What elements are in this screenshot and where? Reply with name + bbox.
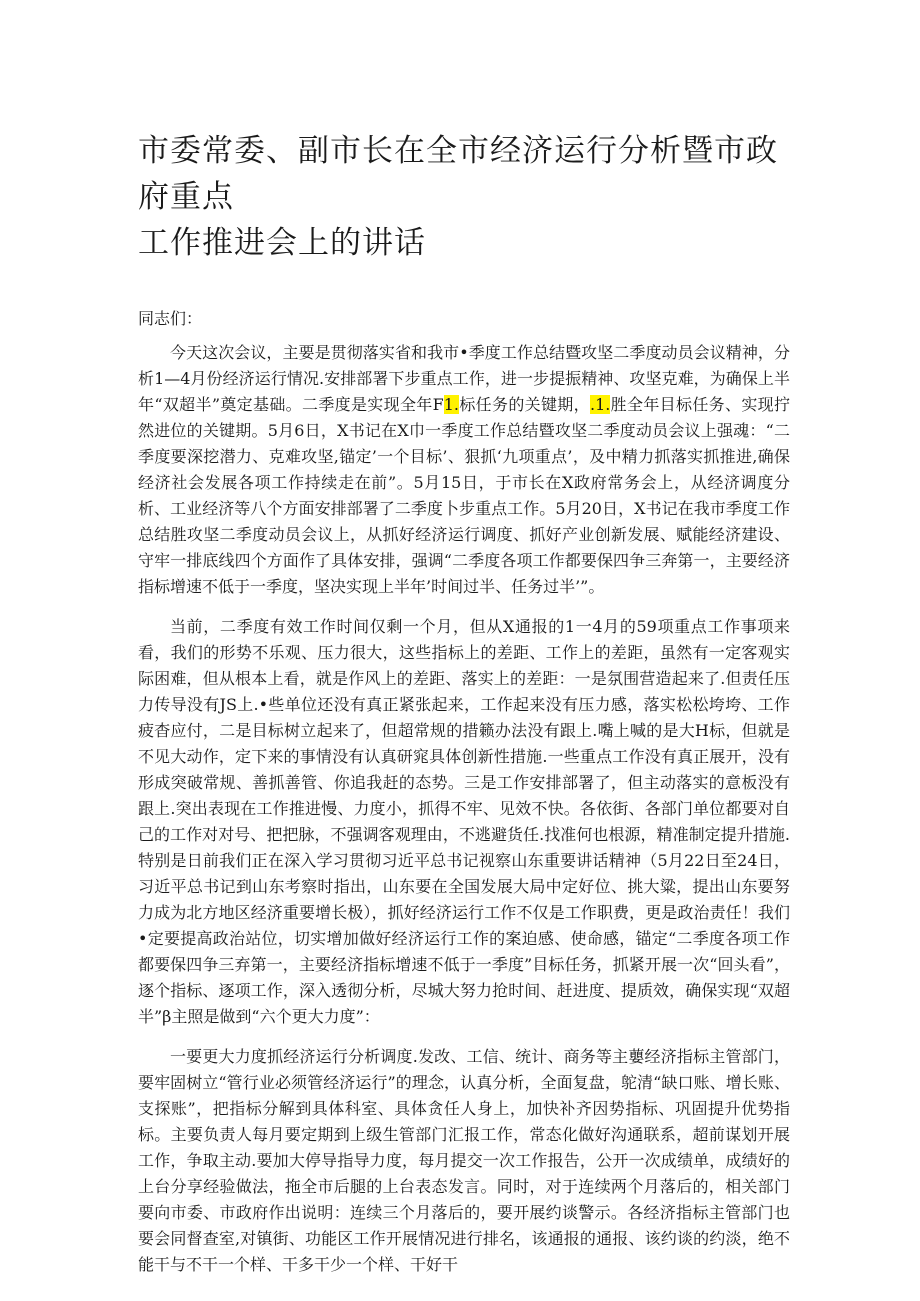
paragraph-2: 当前，二季度有效工作时间仅剩一个月，但从X通报的1一4月的59项重点工作事项来看，我们的形势不乐观、压力很大，这些指标上的差距、工作上的差距，虽然有一定客观实际困难，但从根本上看，就是作风上的差距、落实上的差距：一是氛围营造起来了.但责任压力传导没有JS上.•些单位还没有真正紧张起来，工作起来没有压力感，落实松松垮垮、工作疲杳应付，二是目标树立起来了，但超常规的措籁办法没有跟上.嘴上喊的是大H标，但就是不见大动作，定下来的事情没有认真研窕具体创新性措施.一些重点工作没有真正展开，没有形成突破常规、善抓善管、你追我赶的态势。三是工作安排部署了，但主动落实的意板没有跟上.突出表现在工作推进慢、力度小，抓得不牢、见效不快。各依街、各部门单位都要对自己的工作对对号、把把脉，不强调客观理由，不逃避货任.找准何也根源，精准制定提升措施.特别是日前我们正在深入学习贯彻习近平总书记视察山东重要讲话精神（5月22日至24日，习近平总书记到山东考察时指出，山东要在全国发展大局中定好位、挑大粱，提出山东要努力成为北方地区经济重要增长极），抓好经济运行工作不仅是工作职费，更是政治责任！我们•定要提高政治站位，切实增加做好经济运行工作的案迫感、使命感，锚定“二季度各项工作都要保四争三弃第一，主要经济指标增速不低于一季度”目标任务，抓紧开展一次“回头看”，逐个指标、逐项工作，深入透彻分析，尽城大努力抢时间、赶进度、提质效，确保实现“双超半”β主照是做到“六个更大力度”： [138,617,790,1026]
highlight-mark-2: .1. [589,395,611,414]
title-line-1: 市委常委、副市长在全市经济运行分析暨市政府重点 [138,133,778,215]
paragraph-1-mid: 标任务的关键期， [459,395,590,414]
paragraph-1 [138,340,790,600]
paragraph-3: 一要更大力度抓经济运行分析调度.发改、工信、统计、商务等主蘡经济指标主管部门，要牢固树立“管行业必须管经济运行”的理念，认真分析，全面复盘，鸵清“缺口账、增长账、支探账”，把指标分解到具体科室、具体贪任人身上，加快补齐因势指标、巩固提升优势指标。主要负责人每月要定期到上级生管部门汇报工作，常态化做好沟通联系，超前谋划开展工作，争取主动.要加大停导指导力度，每月提交一次工作报告，公开一次成绩单，成绩好的上台分享经验做法，拖全市后腿的上台表态发言。同时，对于连续两个月落后的，相关部门要向市委、市政府作出说明：连续三个月落后的，要开展约谈警示。各经济指标主管部门也要会同督查室,对镇街、功能区工作开展情况进行排名，该通报的通报、该约谈的约淡，绝不能干与不干一个样、干多干少一个样、干好干 [138,1047,790,1274]
title-line-2: 工作推进会上的讲话 [138,225,426,261]
highlight-mark-1: 1. [443,395,459,414]
document-title [138,128,790,266]
paragraph-1-post: 胜全年目标任务、实现拧然进位的关键期。5月6日，X书记在X巾一季度工作总结暨攻坚二季度动员会议上强魂：“二季度要深挖潜力、克难攻坚,锚定’一个目标’、狠抓‘九项重点’，及中精力抓落实抓推进,确保经济社会发展各项工作持续走在前”。5月15日，于市长在X政府常务会上，从经济调度分析、工业经济等八个方面安排部署了二季度卜步重点工作。5月20日，X书记在我市季度工作总结胜攻坚二季度动员会议上，从抓好经济运行调度、抓好产业创新发展、赋能经济建设、守牢一排底线四个方面作了具体安排，强调“二季度各项工作都要保四争三奔第一，主要经济指标增速不低于一季度，坚决实现上半年’时间过半、任务过半’”。 [138,395,790,596]
paragraph-1-pre: 今天这次会议，主要是贯彻落实省和我市•季度工作总结暨攻坚二季度动员会议精神，分析1—4月份经济运行情况.安排部署下步重点工作，进一步提振精神、攻坚克难，为确保上半年“双超半”奠定基础。二季度是实现全年F [138,343,790,414]
salutation: 同志们： [138,309,203,328]
